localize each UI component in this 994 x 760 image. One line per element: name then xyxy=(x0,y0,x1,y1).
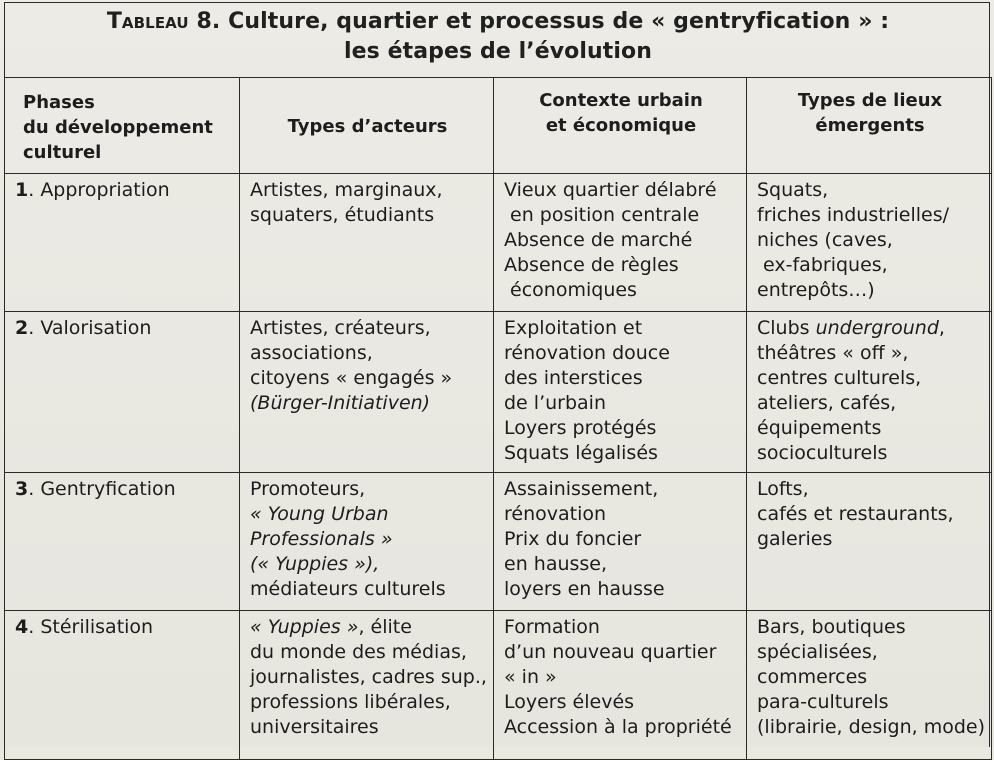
cell-line: Clubs underground, xyxy=(757,317,945,339)
cell-line-mixed: « Yuppies », élite xyxy=(250,616,412,638)
places-cell xyxy=(747,312,992,473)
phase-name: . Valorisation xyxy=(28,317,152,339)
places-cell xyxy=(747,174,992,312)
cell-line: Assainissement, xyxy=(504,478,659,500)
cell-line: Bars, boutiques xyxy=(757,616,906,638)
table-row xyxy=(5,611,992,760)
phase-cell xyxy=(5,312,240,473)
table-title-line-1: Culture, quartier et processus de « gentryfication » : xyxy=(228,9,890,34)
cell-line: Vieux quartier délabré xyxy=(504,179,717,201)
table-label: Tableau 8. xyxy=(106,9,221,34)
phase-number: 2 xyxy=(15,317,29,339)
table-row xyxy=(5,312,992,473)
phase-cell xyxy=(5,473,240,611)
cell-line: para-culturels xyxy=(757,691,889,713)
cell-line: du monde des médias, xyxy=(250,641,467,663)
header-phase-line: du développement xyxy=(23,117,213,138)
header-phase-line: Phases xyxy=(23,92,95,113)
header-actors-label: Types d’acteurs xyxy=(287,116,448,137)
table-row xyxy=(5,473,992,611)
table-caption xyxy=(5,7,991,77)
cell-line: centres culturels, xyxy=(757,367,922,389)
phase-number: 4 xyxy=(15,616,29,638)
cell-line: entrepôts…) xyxy=(757,279,875,301)
cell-line: rénovation xyxy=(504,503,607,525)
cell-line: (librairie, design, mode) xyxy=(757,716,986,738)
cell-line: socioculturels xyxy=(757,442,888,464)
context-cell xyxy=(494,473,747,611)
data-table xyxy=(4,77,992,760)
table-row xyxy=(5,174,992,312)
phase-name: . Appropriation xyxy=(28,179,170,201)
cell-line: Prix du foncier xyxy=(504,528,642,550)
cell-line: niches (caves, xyxy=(757,229,893,251)
actors-cell xyxy=(240,611,494,760)
header-context xyxy=(494,78,747,174)
phase-number: 1 xyxy=(15,179,29,201)
header-places-line: Types de lieux xyxy=(797,90,943,111)
context-cell xyxy=(494,312,747,473)
italic-term: underground xyxy=(815,317,939,339)
cell-line: Promoteurs, xyxy=(250,478,366,500)
cell-line-italic: « Young Urban xyxy=(250,503,389,525)
cell-line: journalistes, cadres sup., xyxy=(250,666,487,688)
cell-line: en hausse, xyxy=(504,553,608,575)
cell-line-italic: (« Yuppies »), xyxy=(250,553,380,575)
cell-line: spécialisées, xyxy=(757,641,878,663)
phase-cell xyxy=(5,174,240,312)
cell-line: Absence de marché xyxy=(504,229,693,251)
cell-line: ateliers, cafés, xyxy=(757,392,897,414)
cell-line: Lofts, xyxy=(757,478,809,500)
cell-line: d’un nouveau quartier xyxy=(504,641,717,663)
cell-line: Formation xyxy=(504,616,600,638)
cell-line: Absence de règles xyxy=(504,254,679,276)
cell-line-italic: (Bürger-Initiativen) xyxy=(250,392,431,414)
phase-name: . Gentryfication xyxy=(28,478,176,500)
header-actors xyxy=(240,78,494,174)
cell-line: Artistes, créateurs, xyxy=(250,317,431,339)
cell-line: économiques xyxy=(504,279,637,301)
context-cell xyxy=(494,611,747,760)
cell-line: Loyers élevés xyxy=(504,691,635,713)
cell-line: friches industrielles/ xyxy=(757,204,949,226)
cell-line: galeries xyxy=(757,528,833,550)
cell-line: associations, xyxy=(250,342,373,364)
cell-line: Artistes, marginaux, xyxy=(250,179,443,201)
actors-cell xyxy=(240,473,494,611)
caption-line-1 xyxy=(5,7,991,37)
cell-line-italic: Professionals » xyxy=(250,528,393,550)
phase-cell xyxy=(5,611,240,760)
cell-line: commerces xyxy=(757,666,868,688)
cell-line: professions libérales, xyxy=(250,691,451,713)
cell-line: loyers en hausse xyxy=(504,578,665,600)
actors-cell xyxy=(240,312,494,473)
cell-line: ex-fabriques, xyxy=(757,254,888,276)
places-cell xyxy=(747,611,992,760)
header-context-line: et économique xyxy=(545,115,697,136)
header-places-line: émergents xyxy=(815,115,925,136)
cell-line: théâtres « off », xyxy=(757,342,909,364)
cell-line: cafés et restaurants, xyxy=(757,503,954,525)
cell-line: rénovation douce xyxy=(504,342,670,364)
context-cell xyxy=(494,174,747,312)
cell-line: des interstices xyxy=(504,367,643,389)
header-row xyxy=(5,78,992,174)
cell-line: « in » xyxy=(504,666,557,688)
cell-line: squaters, étudiants xyxy=(250,204,435,226)
header-context-line: Contexte urbain xyxy=(539,90,703,111)
cell-line: Squats, xyxy=(757,179,829,201)
cell-line: Accession à la propriété xyxy=(504,716,732,738)
places-cell xyxy=(747,473,992,611)
cell-line: de l’urbain xyxy=(504,392,606,414)
actors-cell xyxy=(240,174,494,312)
cell-line: universitaires xyxy=(250,716,379,738)
phase-number: 3 xyxy=(15,478,29,500)
header-phase xyxy=(5,78,240,174)
cell-line: médiateurs culturels xyxy=(250,578,446,600)
header-phase-line: culturel xyxy=(23,142,102,163)
table-title-line-2: les étapes de l’évolution xyxy=(343,39,653,64)
header-places xyxy=(747,78,992,174)
cell-line: Squats légalisés xyxy=(504,442,658,464)
cell-line: Loyers protégés xyxy=(504,417,657,439)
table-frame xyxy=(4,2,990,747)
cell-line: équipements xyxy=(757,417,882,439)
cell-line: en position centrale xyxy=(504,204,700,226)
italic-term: « Yuppies » xyxy=(250,616,359,638)
phase-name: . Stérilisation xyxy=(28,616,154,638)
cell-line: citoyens « engagés » xyxy=(250,367,453,389)
cell-line: Exploitation et xyxy=(504,317,643,339)
